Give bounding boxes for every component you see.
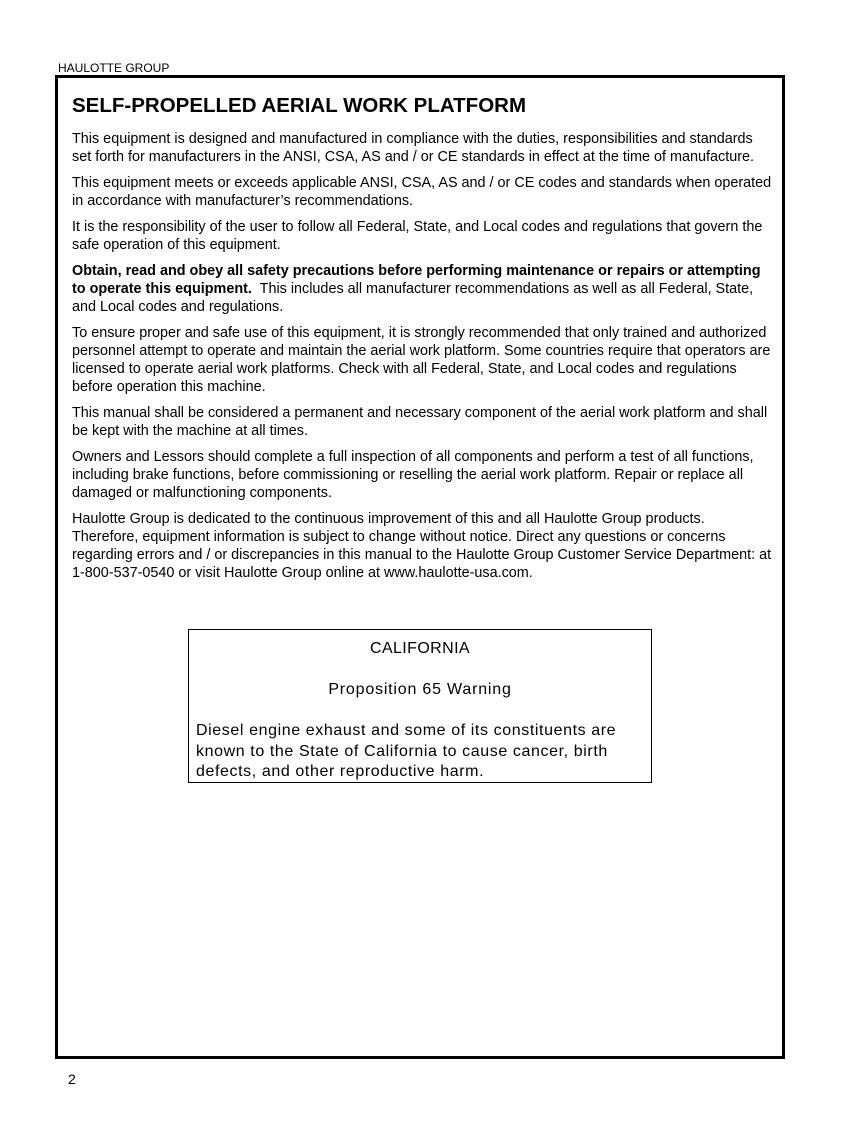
page-number: 2 xyxy=(68,1071,76,1087)
warning-state: CALIFORNIA xyxy=(369,640,470,657)
paragraph-trained-personnel: To ensure proper and safe use of this equipment, it is strongly recommended that only trained and authorized personnel attempt to operate and maintain the aerial work platform. Some countries require that operators are licensed to operate aerial work platforms. Check with all Federal, State, and Local codes and regulations before operation this machine. xyxy=(72,325,771,395)
paragraph-standards: This equipment meets or exceeds applicable ANSI, CSA, AS and / or CE codes and standards when operated in accordance with manufacturer’s recommendations. xyxy=(72,175,772,209)
paragraph-improvement: Haulotte Group is dedicated to the continuous improvement of this and all Haulotte Group products. Therefore, equipment information is subject to change without notice. Direct any questions or concerns regarding errors and / or discrepancies in this manual to the Haulotte Group Customer Service Department: at 1-800-537-0540 or visit Haulotte Group online at www.haulotte-usa.com. xyxy=(72,511,772,581)
paragraph-compliance: This equipment is designed and manufactured in compliance with the duties, responsibilities and standards set forth for manufacturers in the ANSI, CSA, AS and / or CE standards in effect at the time of manufacture. xyxy=(72,131,755,165)
safety-precautions-bold: Obtain, read and obey all safety precautions before performing maintenance or repairs or attempting to operate this equipment. xyxy=(72,263,761,297)
document-body xyxy=(72,130,772,590)
document-title: SELF-PROPELLED AERIAL WORK PLATFORM xyxy=(72,94,527,117)
company-header: HAULOTTE GROUP xyxy=(58,61,170,75)
warning-title: Proposition 65 Warning xyxy=(328,681,512,698)
paragraph-responsibility: It is the responsibility of the user to follow all Federal, State, and Local codes and regulations that govern the safe operation of this equipment. xyxy=(72,219,763,253)
warning-text: Diesel engine exhaust and some of its constituents are known to the State of California to cause cancer, birth defects, and other reproductive harm. xyxy=(196,722,617,780)
paragraph-manual-component: This manual shall be considered a permanent and necessary component of the aerial work platform and shall be kept with the machine at all times. xyxy=(72,405,768,439)
page-frame xyxy=(55,75,785,1059)
prop65-warning-box xyxy=(188,629,652,783)
paragraph-safety xyxy=(72,262,772,316)
safety-precautions-rest: This includes all manufacturer recommendations as well as all Federal, State, and Local codes and regulations. xyxy=(72,281,754,315)
paragraph-inspection: Owners and Lessors should complete a full inspection of all components and perform a test of all functions, including brake functions, before commissioning or reselling the aerial work platform. Repair or replace all damaged or malfunctioning components. xyxy=(72,449,754,501)
